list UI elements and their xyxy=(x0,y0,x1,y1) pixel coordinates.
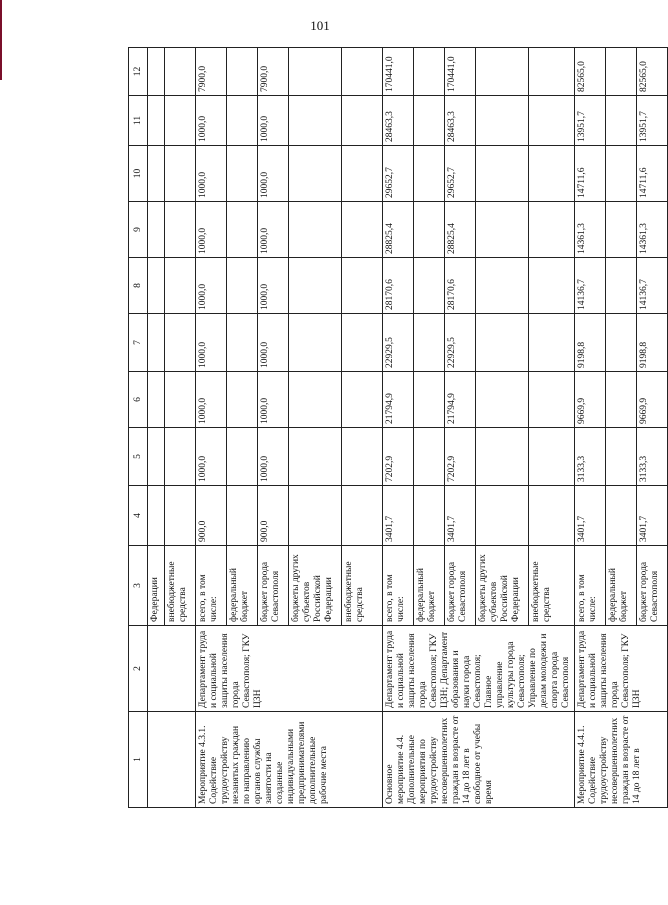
value-cell xyxy=(341,486,382,545)
value-column-11 xyxy=(383,96,575,146)
source-cell xyxy=(196,546,383,626)
value-column-5 xyxy=(196,428,383,486)
value-column-7 xyxy=(196,314,383,372)
value-cell xyxy=(226,428,257,485)
source-text: всего, в том числе: xyxy=(198,574,219,622)
col-header: 4 xyxy=(129,486,148,546)
value-cell: 1000,0 xyxy=(257,146,288,201)
col-header: 3 xyxy=(129,546,148,626)
source-text: бюджет города Севастополя xyxy=(444,546,475,625)
value-cell xyxy=(528,486,569,545)
value-cell: 28170,6 xyxy=(385,279,395,310)
value-cell: 1000,0 xyxy=(257,202,288,257)
value-cell xyxy=(341,372,382,427)
value-cell: 1000,0 xyxy=(198,227,208,254)
col-header: 8 xyxy=(129,258,148,314)
value-cell: 22929,5 xyxy=(444,314,475,371)
value-cell xyxy=(475,314,528,371)
value-cell xyxy=(528,314,569,371)
rotated-table-container xyxy=(128,48,660,808)
value-cell: 7900,0 xyxy=(198,65,208,92)
value-cell xyxy=(605,314,636,371)
value-cell xyxy=(605,146,636,201)
value-cell: 28170,6 xyxy=(444,258,475,313)
source-text: федеральный бюджет xyxy=(605,546,636,625)
col-header: 2 xyxy=(129,626,148,712)
value-cell xyxy=(341,96,382,145)
value-cell: 14361,3 xyxy=(636,202,667,257)
page-number: 101 xyxy=(310,18,330,33)
header-row xyxy=(129,48,148,808)
value-column-8 xyxy=(575,258,668,314)
value-cell xyxy=(475,428,528,485)
continuation-executor-cell xyxy=(148,626,196,712)
scan-edge-mark xyxy=(0,0,2,80)
value-cell xyxy=(528,146,569,201)
value-cell xyxy=(341,48,382,95)
value-cell: 7900,0 xyxy=(257,48,288,95)
value-cell: 1000,0 xyxy=(257,258,288,313)
value-cell xyxy=(288,48,341,95)
value-cell: 3133,3 xyxy=(577,455,587,482)
value-cell: 1000,0 xyxy=(198,283,208,310)
value-cell xyxy=(413,146,444,201)
value-cell: 28825,4 xyxy=(444,202,475,257)
source-cell xyxy=(383,546,575,626)
value-cell: 13951,7 xyxy=(577,111,587,142)
col-header: 1 xyxy=(129,712,148,808)
value-cell xyxy=(226,202,257,257)
source-text: внебюджетные средства xyxy=(528,546,569,625)
value-cell xyxy=(413,48,444,95)
value-cell xyxy=(288,428,341,485)
value-cell: 28825,4 xyxy=(385,223,395,254)
value-column-4 xyxy=(383,486,575,546)
value-cell: 29652,7 xyxy=(385,167,395,198)
value-cell: 14136,7 xyxy=(577,279,587,310)
value-cell xyxy=(288,96,341,145)
source-text: внебюджетные средства xyxy=(164,546,195,625)
value-cell xyxy=(475,146,528,201)
value-cell: 7202,9 xyxy=(444,428,475,485)
value-cell: 1000,0 xyxy=(198,397,208,424)
table-body xyxy=(129,48,668,808)
value-column-9 xyxy=(575,202,668,258)
measure-name-cell: Основное мероприятие 4.4. Дополнительные мероприятия по трудоустройству несовершеннолетних граждан в возрасте от 14 до 18 лет в свободное от учебы время xyxy=(383,712,575,808)
value-cell: 1000,0 xyxy=(257,428,288,485)
value-cell: 1000,0 xyxy=(257,96,288,145)
executor-cell: Департамент труда и социальной защиты населения города Севастополя; ГКУ ЦЗН xyxy=(575,626,668,712)
value-cell xyxy=(226,48,257,95)
col-header: 11 xyxy=(129,96,148,146)
value-cell xyxy=(528,258,569,313)
value-column-9 xyxy=(196,202,383,258)
continuation-source-cell xyxy=(148,546,196,626)
value-cell: 3401,7 xyxy=(577,515,587,542)
value-cell xyxy=(341,146,382,201)
measure-name-cell: Мероприятие 4.3.1. Содействие трудоустройству незанятых граждан по направлению органов службы занятости на созданные индивидуальными предпринимателями дополнительные рабочие места xyxy=(196,712,383,808)
value-cell: 3401,7 xyxy=(385,515,395,542)
value-cell: 82565,0 xyxy=(577,61,587,92)
value-column-12 xyxy=(383,48,575,96)
measure-name-cell: Мероприятие 4.4.1. Содействие трудоустройству несовершеннолетних граждан в возрасте от 14 до 18 лет в xyxy=(575,712,668,808)
value-cell: 29652,7 xyxy=(444,146,475,201)
value-column-7 xyxy=(383,314,575,372)
value-cell xyxy=(605,48,636,95)
value-cell: 82565,0 xyxy=(636,48,667,95)
value-column-4 xyxy=(196,486,383,546)
value-column-11 xyxy=(196,96,383,146)
value-cell xyxy=(605,96,636,145)
value-cell xyxy=(605,428,636,485)
value-cell xyxy=(288,486,341,545)
value-column-6 xyxy=(196,372,383,428)
value-cell: 1000,0 xyxy=(257,372,288,427)
value-cell: 3401,7 xyxy=(636,486,667,545)
value-column-5 xyxy=(383,428,575,486)
value-cell: 9669,9 xyxy=(577,397,587,424)
source-text: федеральный бюджет xyxy=(226,546,257,625)
value-cell: 1000,0 xyxy=(257,314,288,371)
continuation-row xyxy=(148,48,196,808)
value-cell xyxy=(413,96,444,145)
value-cell: 14711,6 xyxy=(636,146,667,201)
value-cell xyxy=(288,258,341,313)
value-cell: 21794,9 xyxy=(385,393,395,424)
value-cell xyxy=(528,202,569,257)
value-cell xyxy=(475,48,528,95)
value-cell: 14711,6 xyxy=(577,167,587,198)
value-cell: 7202,9 xyxy=(385,455,395,482)
source-text: всего, в том числе: xyxy=(385,574,406,622)
source-text: бюджет города Севастополя xyxy=(636,546,667,625)
value-cell: 170441,0 xyxy=(444,48,475,95)
col-header: 6 xyxy=(129,372,148,428)
value-cell xyxy=(528,48,569,95)
value-cell xyxy=(288,146,341,201)
value-cell: 9669,9 xyxy=(636,372,667,427)
source-text: бюджеты других субъектов Российской Федерации xyxy=(475,546,528,625)
value-cell xyxy=(341,202,382,257)
value-cell: 1000,0 xyxy=(198,341,208,368)
value-cell: 900,0 xyxy=(198,520,208,542)
value-cell xyxy=(475,486,528,545)
value-cell: 170441,0 xyxy=(385,56,395,92)
value-cell xyxy=(475,202,528,257)
value-cell xyxy=(605,486,636,545)
value-cell: 28463,3 xyxy=(385,111,395,142)
value-cell xyxy=(413,372,444,427)
source-cell xyxy=(575,546,668,626)
value-cell: 9198,8 xyxy=(636,314,667,371)
value-cell: 3133,3 xyxy=(636,428,667,485)
value-cell xyxy=(475,258,528,313)
value-cell xyxy=(341,428,382,485)
value-cell xyxy=(528,372,569,427)
value-cell: 1000,0 xyxy=(198,171,208,198)
value-cell: 1000,0 xyxy=(198,115,208,142)
value-column-8 xyxy=(383,258,575,314)
source-text: всего, в том числе: xyxy=(577,574,598,622)
col-header: 10 xyxy=(129,146,148,202)
measure-row xyxy=(196,48,383,808)
value-cell xyxy=(605,202,636,257)
value-column-4 xyxy=(575,486,668,546)
value-cell xyxy=(605,372,636,427)
source-text: бюджет города Севастополя xyxy=(257,546,288,625)
value-cell: 3401,7 xyxy=(444,486,475,545)
measure-row xyxy=(383,48,575,808)
value-column-9 xyxy=(383,202,575,258)
value-cell xyxy=(226,258,257,313)
value-column-10 xyxy=(383,146,575,202)
value-cell xyxy=(605,258,636,313)
value-cell: 28463,3 xyxy=(444,96,475,145)
value-cell xyxy=(288,314,341,371)
value-column-12 xyxy=(196,48,383,96)
value-column-7 xyxy=(575,314,668,372)
value-cell xyxy=(288,202,341,257)
value-cell xyxy=(528,428,569,485)
value-cell: 14136,7 xyxy=(636,258,667,313)
value-cell: 14361,3 xyxy=(577,223,587,254)
value-column-10 xyxy=(196,146,383,202)
value-cell: 21794,9 xyxy=(444,372,475,427)
continuation-measure-cell xyxy=(148,712,196,808)
value-column-12 xyxy=(575,48,668,96)
value-cell xyxy=(226,314,257,371)
col-header: 12 xyxy=(129,48,148,96)
value-cell xyxy=(413,486,444,545)
executor-cell: Департамент труда и социальной защиты населения города Севастополя; ГКУ ЦЗН; Департамент образования и науки города Севастополя; Главное управление культуры города Севастополя; Управление по делам молодежи и спорта города Севастополя xyxy=(383,626,575,712)
value-column-5 xyxy=(575,428,668,486)
value-cell: 22929,5 xyxy=(385,337,395,368)
measure-row xyxy=(575,48,668,808)
col-header: 5 xyxy=(129,428,148,486)
value-cell xyxy=(413,258,444,313)
col-header: 7 xyxy=(129,314,148,372)
value-cell xyxy=(528,96,569,145)
source-text: Федерации xyxy=(150,577,160,622)
value-cell xyxy=(413,428,444,485)
value-column-10 xyxy=(575,146,668,202)
value-cell: 9198,8 xyxy=(577,341,587,368)
value-column-8 xyxy=(196,258,383,314)
value-cell xyxy=(341,314,382,371)
value-cell xyxy=(226,486,257,545)
value-cell xyxy=(475,372,528,427)
source-text: бюджеты других субъектов Российской Федерации xyxy=(288,546,341,625)
value-column-6 xyxy=(575,372,668,428)
value-cell xyxy=(475,96,528,145)
value-cell xyxy=(226,372,257,427)
value-cell xyxy=(226,146,257,201)
value-column-11 xyxy=(575,96,668,146)
executor-cell: Департамент труда и социальной защиты населения города Севастополя; ГКУ ЦЗН xyxy=(196,626,383,712)
value-cell: 900,0 xyxy=(257,486,288,545)
budget-table xyxy=(128,47,668,808)
value-cell: 1000,0 xyxy=(198,455,208,482)
source-text: внебюджетные средства xyxy=(341,546,382,625)
value-cell xyxy=(341,258,382,313)
value-cell xyxy=(413,202,444,257)
col-header: 9 xyxy=(129,202,148,258)
value-cell xyxy=(413,314,444,371)
value-cell xyxy=(226,96,257,145)
source-text: федеральный бюджет xyxy=(413,546,444,625)
value-cell: 13951,7 xyxy=(636,96,667,145)
value-cell xyxy=(288,372,341,427)
value-column-6 xyxy=(383,372,575,428)
